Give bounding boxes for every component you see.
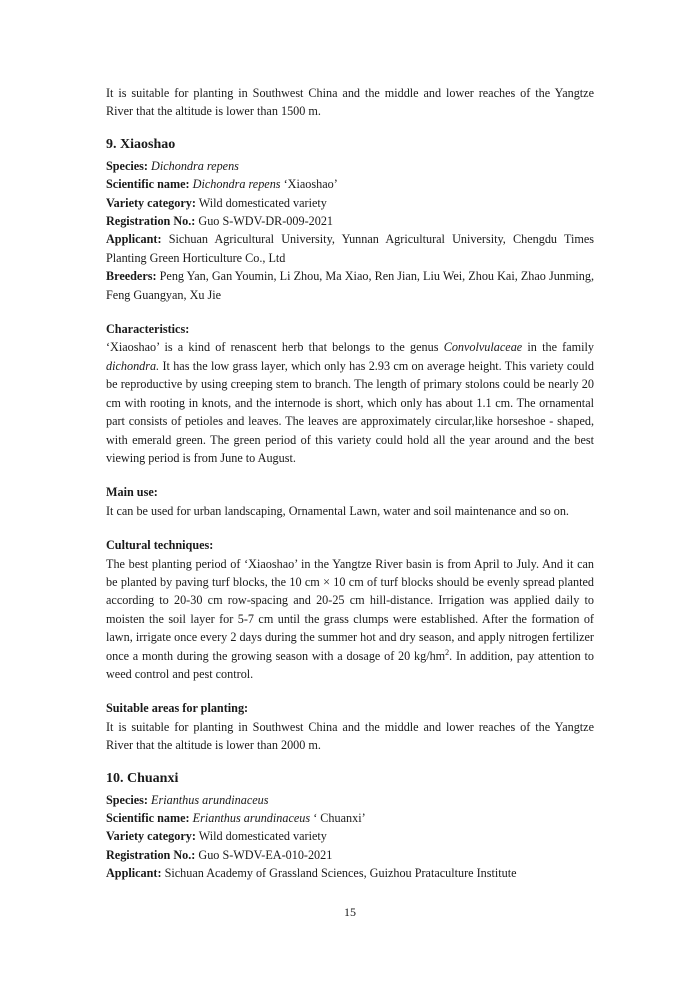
entry-heading: 9. Xiaoshao [106, 136, 176, 152]
registration-line: Registration No.: Guo S-WDV-EA-010-2021 [106, 847, 333, 862]
variety-category-line: Variety category: Wild domesticated variety [106, 829, 327, 844]
variety-category-line: Variety category: Wild domesticated variety [106, 195, 327, 210]
characteristics-paragraph: ‘Xiaoshao’ is a kind of renascent herb that belongs to the genus Convolvulaceae in the family dichondra. It has the low grass layer, which only has 2.93 cm on average height. This variety could be reproductive by using creeping stem to branch. The length of primary stolons could be nearly 20 cm with rooting in knots, and the internode is short, which only has about 1.1 cm. The ornamental part consists of petioles and leaves. The leaves are approximately circular,like horseshoe - shaped, with emerald green. The green period of this variety could hold all the year around and the best viewing period is from June to August. [106, 340, 594, 465]
cultural-techniques-paragraph: The best planting period of ‘Xiaoshao’ in the Yangtze River basin is from April to July. And it can be planted by paving turf blocks, the 10 cm × 10 cm of turf blocks should be evenly spread planted according to 20-30 cm row-spacing and 20-25 cm hill-distance. Irrigation was applied daily to moisten the soil layer for 5-7 cm until the grass clumps were established. After the formation of lawn, irrigate once every 2 days during the summer hot and dry season, and apply nitrogen fertilizer once a month during the growing season with a dosage of 20 $kg/hm^2$. In addition, pay attention to weed control and pest control. [106, 556, 594, 681]
main-use-paragraph: It can be used for urban landscaping, Ornamental Lawn, water and soil maintenance and so on. [106, 503, 569, 518]
suitable-areas-title: Suitable areas for planting: [106, 701, 249, 716]
species-line: Species: Dichondra repens [106, 158, 239, 173]
breeders-line: Breeders: Peng Yan, Gan Youmin, Li Zhou, Ma Xiao, Ren Jian, Liu Wei, Zhou Kai, Zhao Junming, Feng Guangyan, Xu Jie [106, 269, 594, 302]
applicant-line: Applicant: Sichuan Academy of Grassland Sciences, Guizhou Prataculture Institute [106, 866, 517, 881]
scientific-name-line: Scientific name: Dichondra repens ‘Xiaoshao’ [106, 177, 338, 192]
applicant-line: Applicant: Sichuan Agricultural University, Yunnan Agricultural University, Chengdu Times Planting Green Horticulture Co., Ltd [106, 232, 594, 265]
intro-paragraph: It is suitable for planting in Southwest China and the middle and lower reaches of the Yangtze River that the altitude is lower than 1500 m. [106, 86, 594, 119]
characteristics-title: Characteristics: [106, 322, 190, 337]
page-number: 15 [344, 905, 356, 919]
scientific-name-line: Scientific name: Erianthus arundinaceus ‘ Chuanxi’ [106, 811, 366, 825]
main-use-title: Main use: [106, 485, 158, 500]
page-content [106, 84, 594, 883]
species-line: Species: Erianthus arundinaceus [106, 792, 269, 807]
registration-line: Registration No.: Guo S-WDV-DR-009-2021 [106, 214, 334, 229]
cultural-techniques-title: Cultural techniques: [106, 538, 214, 553]
suitable-areas-paragraph: It is suitable for planting in Southwest China and the middle and lower reaches of the Yangtze River that the altitude is lower than 2000 m. [106, 719, 594, 753]
entry-heading: 10. Chuanxi [106, 770, 179, 786]
